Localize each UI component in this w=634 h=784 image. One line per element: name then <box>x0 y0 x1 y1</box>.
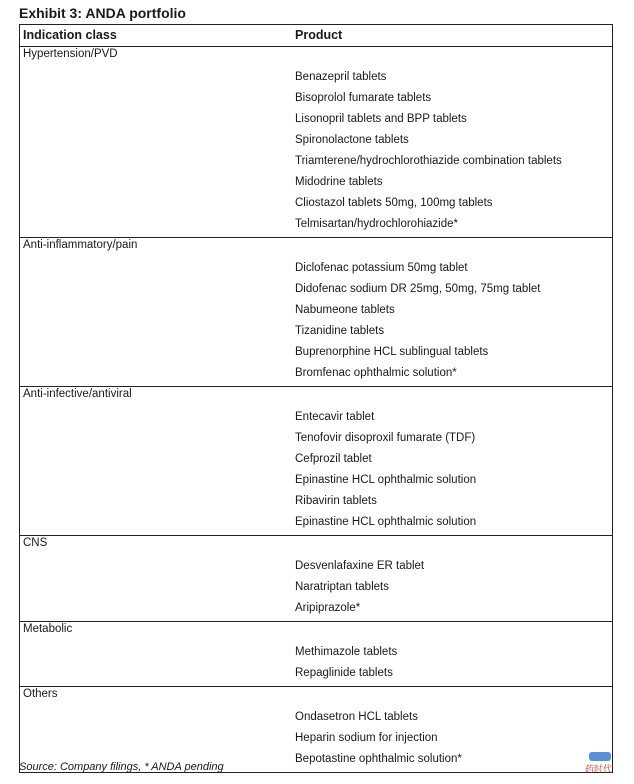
product-list <box>20 387 612 535</box>
product-cell: Entecavir tablet <box>295 411 375 423</box>
indication-class-cell: Anti-infective/antiviral <box>23 388 132 400</box>
product-list <box>20 47 612 237</box>
product-cell: Epinastine HCL ophthalmic solution <box>295 474 477 486</box>
product-cell: Lisonopril tablets and BPP tablets <box>295 113 467 125</box>
product-list <box>20 536 612 621</box>
source-note: Source: Company filings, * ANDA pending <box>19 761 224 773</box>
indication-class-cell: CNS <box>23 537 48 549</box>
product-cell: Tizanidine tablets <box>295 325 385 337</box>
product-cell: Cliostazol tablets 50mg, 100mg tablets <box>295 197 493 209</box>
product-cell: Epinastine HCL ophthalmic solution <box>295 516 477 528</box>
product-cell: Midodrine tablets <box>295 176 383 188</box>
product-list <box>20 238 612 386</box>
product-cell: Cefprozil tablet <box>295 453 372 465</box>
indication-class-cell: Metabolic <box>23 623 73 635</box>
product-cell: Tenofovir disoproxil fumarate (TDF) <box>295 432 476 444</box>
indication-section <box>20 47 612 238</box>
product-cell: Ribavirin tablets <box>295 495 377 507</box>
indication-class-cell: Anti-inflammatory/pain <box>23 239 138 251</box>
product-cell: Bepotastine ophthalmic solution* <box>295 753 462 765</box>
table-header <box>20 25 612 47</box>
product-cell: Ondasetron HCL tablets <box>295 711 418 723</box>
indication-section <box>20 622 612 687</box>
indication-section <box>20 536 612 622</box>
product-list <box>20 687 612 772</box>
product-cell: Bromfenac ophthalmic solution* <box>295 367 457 379</box>
product-cell: Benazepril tablets <box>295 71 387 83</box>
indication-class-cell: Others <box>23 688 58 700</box>
indication-section <box>20 687 612 772</box>
product-cell: Methimazole tablets <box>295 646 398 658</box>
product-cell: Naratriptan tablets <box>295 581 389 593</box>
product-cell: Aripiprazole* <box>295 602 361 614</box>
watermark-text: 药时代 <box>585 764 613 774</box>
table-body <box>20 47 612 772</box>
product-cell: Spironolactone tablets <box>295 134 409 146</box>
product-cell: Triamterene/hydrochlorothiazide combination tablets <box>295 155 562 167</box>
product-list <box>20 622 612 686</box>
indication-class-cell: Hypertension/PVD <box>23 48 118 60</box>
product-cell: Nabumeone tablets <box>295 304 395 316</box>
indication-class-header: Indication class <box>23 28 117 42</box>
anda-portfolio-table <box>19 24 613 773</box>
product-header: Product <box>295 28 343 42</box>
watermark-logo <box>585 752 615 776</box>
indication-section <box>20 387 612 536</box>
indication-section <box>20 238 612 387</box>
product-cell: Didofenac sodium DR 25mg, 50mg, 75mg tablet <box>295 283 541 295</box>
product-cell: Repaglinide tablets <box>295 667 393 679</box>
product-cell: Heparin sodium for injection <box>295 732 438 744</box>
product-cell: Bisoprolol fumarate tablets <box>295 92 432 104</box>
product-cell: Buprenorphine HCL sublingual tablets <box>295 346 489 358</box>
exhibit-title: Exhibit 3: ANDA portfolio <box>19 5 186 21</box>
watermark-icon <box>589 752 611 761</box>
product-cell: Diclofenac potassium 50mg tablet <box>295 262 468 274</box>
product-cell: Telmisartan/hydrochlorohiazide* <box>295 218 458 230</box>
product-cell: Desvenlafaxine ER tablet <box>295 560 425 572</box>
